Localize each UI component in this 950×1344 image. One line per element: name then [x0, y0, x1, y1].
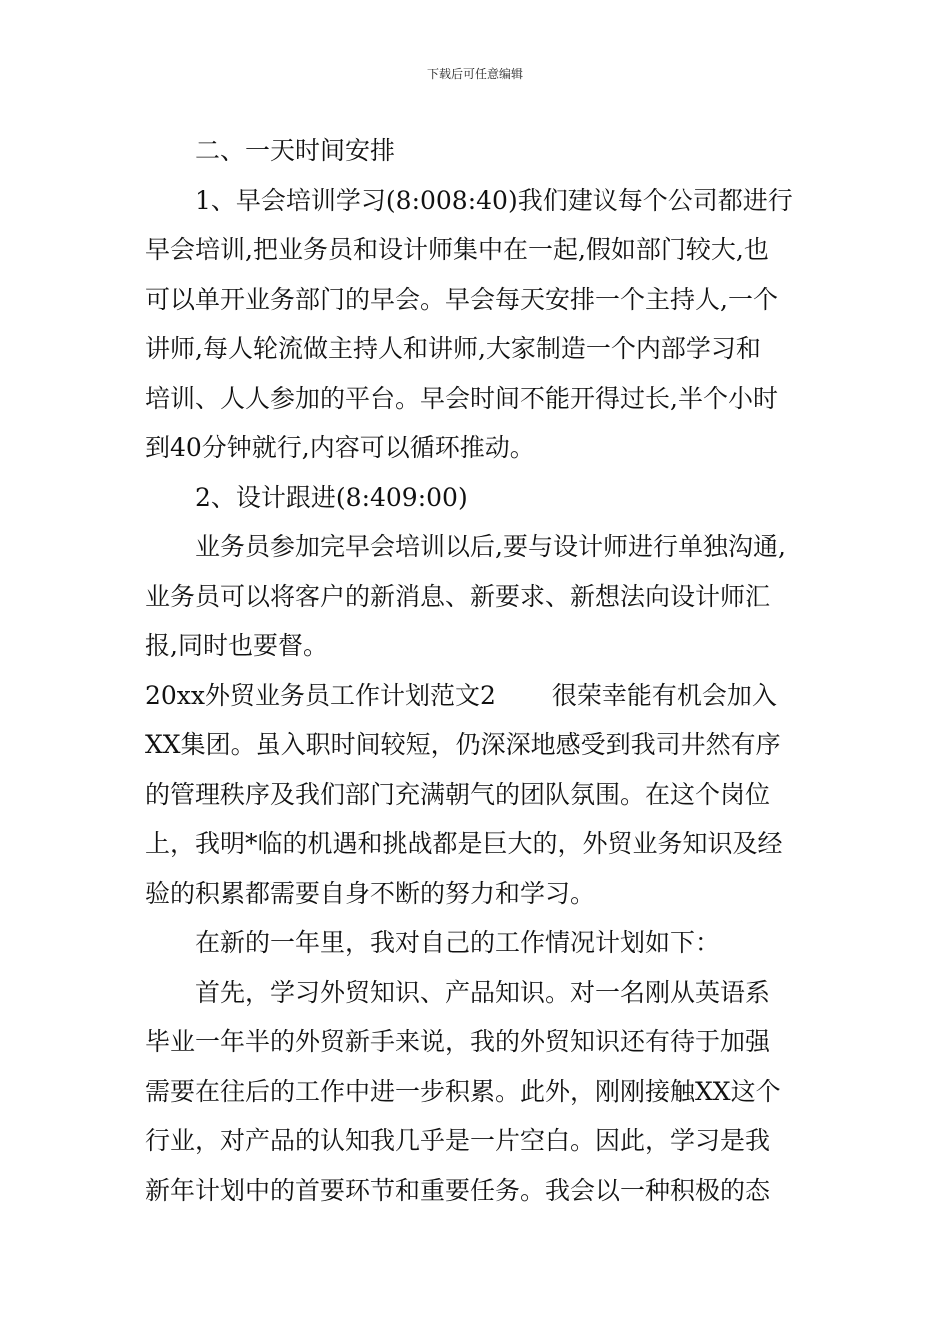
paragraph-line: 早会培训,把业务员和设计师集中在一起,假如部门较大,也: [145, 235, 769, 264]
paragraph-line: 新年计划中的首要环节和重要任务。我会以一种积极的态: [145, 1175, 771, 1205]
section-heading: 二、一天时间安排: [195, 136, 396, 165]
paragraph-line: 首先，学习外贸知识、产品知识。对一名刚从英语系: [195, 977, 771, 1007]
paragraph-line: 毕业一年半的外贸新手来说，我的外贸知识还有待于加强: [145, 1027, 771, 1056]
paragraph-line: 行业，对产品的认知我几乎是一片空白。因此，学习是我: [145, 1126, 771, 1155]
paragraph-line: 讲师,每人轮流做主持人和讲师,大家制造一个内部学习和: [145, 334, 761, 363]
paragraph-line: 业务员可以将客户的新消息、新要求、新想法向设计师汇: [145, 581, 771, 611]
paragraph-line: 的管理秩序及我们部门充满朝气的团队氛围。在这个岗位: [145, 779, 771, 809]
paragraph-line: 培训、人人参加的平台。早会时间不能开得过长,半个小时: [145, 383, 778, 413]
paragraph-line: 业务员参加完早会培训以后,要与设计师进行单独沟通,: [195, 532, 786, 561]
paragraph-line: 1、早会培训学习(8:008:40)我们建议每个公司都进行: [195, 185, 793, 215]
paragraph-line: 报,同时也要督。: [145, 631, 328, 660]
paragraph-line: 可以单开业务部门的早会。早会每天安排一个主持人,一个: [145, 284, 778, 314]
paragraph-line: 很荣幸能有机会加入: [551, 680, 777, 710]
paragraph-line: XX集团。虽入职时间较短，仍深深地感受到我司井然有序: [145, 730, 781, 759]
paragraph-line: 上，我明*临的机遇和挑战都是巨大的，外贸业务知识及经: [145, 829, 783, 858]
paragraph-line: 到40分钟就行,内容可以循环推动。: [145, 433, 535, 462]
section-heading: 2、设计跟进(8:409:00): [195, 482, 468, 512]
document-body: [145, 126, 810, 1215]
title-line: [145, 671, 810, 721]
paragraph-line: 验的积累都需要自身不断的努力和学习。: [145, 878, 596, 908]
page-header-note: 下载后可任意编辑: [426, 67, 523, 81]
paragraph-line: 在新的一年里，我对自己的工作情况计划如下：: [195, 928, 721, 957]
paragraph-line: 需要在往后的工作中进一步积累。此外，刚刚接触XX这个: [145, 1076, 781, 1106]
inline-title: 20xx外贸业务员工作计划范文2: [145, 680, 496, 710]
